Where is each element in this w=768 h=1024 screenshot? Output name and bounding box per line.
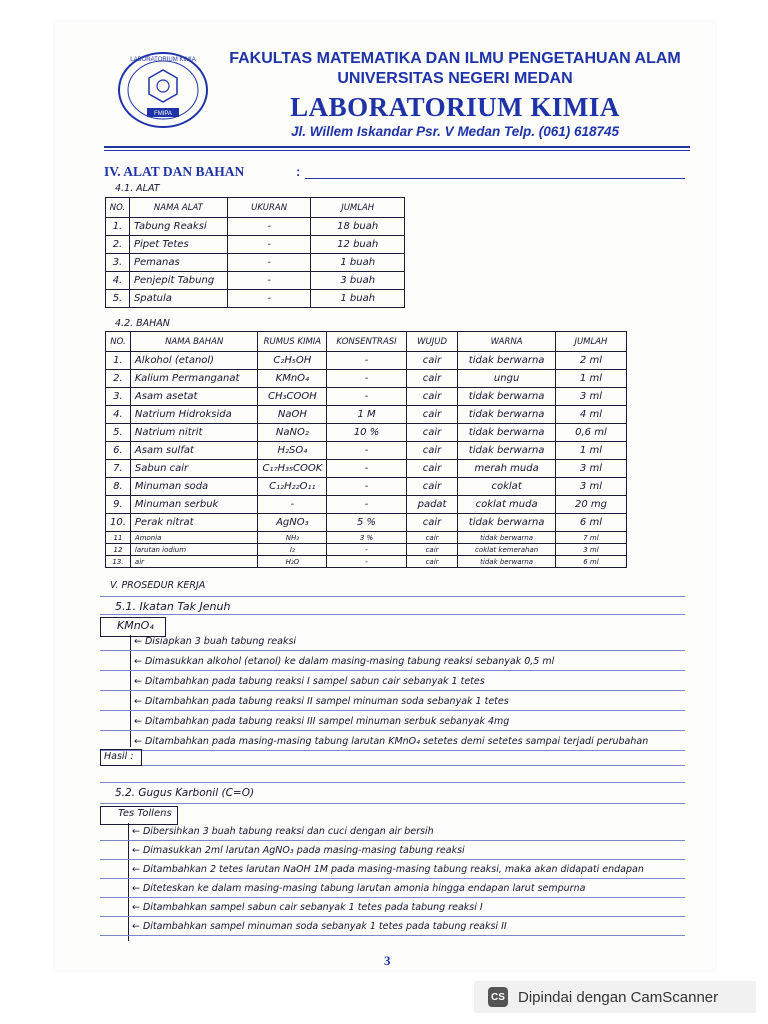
table-row bbox=[106, 544, 627, 556]
ruled-line bbox=[100, 730, 685, 731]
table-cell: - bbox=[227, 254, 311, 272]
table-cell: 5. bbox=[106, 424, 131, 442]
table-cell: 12 bbox=[106, 544, 131, 556]
table-cell: NaNO₂ bbox=[258, 424, 327, 442]
svg-text:LABORATORIUM KIMIA: LABORATORIUM KIMIA bbox=[130, 57, 196, 63]
table-cell: cair bbox=[406, 424, 458, 442]
table-cell: 11 bbox=[106, 532, 131, 544]
table-cell: 1 buah bbox=[311, 290, 405, 308]
table-cell: tidak berwarna bbox=[458, 352, 556, 370]
table-cell: 6. bbox=[106, 442, 131, 460]
table-cell: cair bbox=[406, 406, 458, 424]
table-cell: 3 ml bbox=[555, 544, 626, 556]
table-cell: 20 mg bbox=[555, 496, 626, 514]
table-cell: coklat kemerahan bbox=[458, 544, 556, 556]
table-header-cell: UKURAN bbox=[227, 198, 311, 218]
ruled-line bbox=[100, 859, 685, 860]
table-cell: 4. bbox=[106, 272, 130, 290]
subsection-bahan: 4.2. BAHAN bbox=[115, 318, 170, 329]
table-header-cell: NO. bbox=[106, 332, 131, 352]
procedure-step: ← Ditambahkan 2 tetes larutan NaOH 1M pada masing-masing tabung reaksi, maka akan didapati endapan bbox=[132, 864, 644, 875]
table-cell: cair bbox=[406, 460, 458, 478]
table-cell: 5. bbox=[106, 290, 130, 308]
ruled-line bbox=[100, 840, 685, 841]
table-cell: 1 M bbox=[327, 406, 406, 424]
university-name: UNIVERSITAS NEGERI MEDAN bbox=[337, 70, 573, 87]
table-cell: 10. bbox=[106, 514, 131, 532]
ruled-line bbox=[100, 750, 685, 751]
table-cell: tidak berwarna bbox=[458, 532, 556, 544]
table-cell: 9. bbox=[106, 496, 131, 514]
header-rule bbox=[104, 146, 690, 148]
table-cell: 13. bbox=[106, 556, 131, 568]
table-cell: 3. bbox=[106, 388, 131, 406]
table-cell: - bbox=[327, 496, 406, 514]
table-header-cell: NAMA BAHAN bbox=[130, 332, 258, 352]
table-cell: - bbox=[227, 218, 311, 236]
table-cell: coklat bbox=[458, 478, 556, 496]
table-cell: cair bbox=[406, 442, 458, 460]
table-cell: Pipet Tetes bbox=[129, 236, 227, 254]
table-cell: ungu bbox=[458, 370, 556, 388]
table-cell: 7. bbox=[106, 460, 131, 478]
table-cell: tidak berwarna bbox=[458, 388, 556, 406]
table-cell: 4. bbox=[106, 406, 131, 424]
table-cell: 1 ml bbox=[555, 370, 626, 388]
table-cell: 5 % bbox=[327, 514, 406, 532]
ruled-line bbox=[100, 650, 685, 651]
hasil-label: Hasil : bbox=[104, 751, 134, 762]
svg-text:FMIPA: FMIPA bbox=[154, 111, 172, 117]
table-cell: air bbox=[130, 556, 258, 568]
table-cell: cair bbox=[406, 352, 458, 370]
table-cell: merah muda bbox=[458, 460, 556, 478]
table-cell: NH₃ bbox=[258, 532, 327, 544]
table-row bbox=[106, 406, 627, 424]
table-cell: Minuman serbuk bbox=[130, 496, 258, 514]
ruled-line bbox=[100, 690, 685, 691]
table-cell: tidak berwarna bbox=[458, 556, 556, 568]
table-cell: 4 ml bbox=[555, 406, 626, 424]
table-cell: tidak berwarna bbox=[458, 424, 556, 442]
table-cell: Minuman soda bbox=[130, 478, 258, 496]
table-cell: 3 % bbox=[327, 532, 406, 544]
table-cell: larutan iodium bbox=[130, 544, 258, 556]
procedure-step: ← Ditambahkan sampel minuman soda sebanyak 1 tetes pada tabung reaksi II bbox=[132, 921, 507, 932]
table-cell: 6 ml bbox=[555, 556, 626, 568]
table-row bbox=[106, 352, 627, 370]
lab-name: LABORATORIUM KIMIA bbox=[290, 92, 620, 122]
table-cell: cair bbox=[406, 370, 458, 388]
table-cell: coklat muda bbox=[458, 496, 556, 514]
procedure-step: ← Ditambahkan pada tabung reaksi III sampel minuman serbuk sebanyak 4mg bbox=[134, 716, 510, 727]
table-cell: 2. bbox=[106, 370, 131, 388]
table-header-cell: RUMUS KIMIA bbox=[258, 332, 327, 352]
table-cell: - bbox=[327, 352, 406, 370]
section-iv-title: IV. ALAT DAN BAHAN bbox=[104, 164, 245, 179]
procedure-step: ← Ditambahkan pada tabung reaksi I sampel sabun cair sebanyak 1 tetes bbox=[134, 676, 485, 687]
table-cell: Spatula bbox=[129, 290, 227, 308]
table-header-cell: WARNA bbox=[458, 332, 556, 352]
table-cell: 12 buah bbox=[311, 236, 405, 254]
table-cell: 1. bbox=[106, 352, 131, 370]
table-cell: Perak nitrat bbox=[130, 514, 258, 532]
ruled-line bbox=[100, 878, 685, 879]
table-cell: - bbox=[327, 460, 406, 478]
section-iv-underline bbox=[305, 178, 685, 179]
table-cell: padat bbox=[406, 496, 458, 514]
table-cell: Amonia bbox=[130, 532, 258, 544]
bahan-table bbox=[105, 331, 627, 568]
table-cell: 2. bbox=[106, 236, 130, 254]
table-row bbox=[106, 290, 405, 308]
table-cell: cair bbox=[406, 514, 458, 532]
procedure-step: ← Dibersihkan 3 buah tabung reaksi dan cuci dengan air bersih bbox=[132, 826, 434, 837]
table-cell: Penjepit Tabung bbox=[129, 272, 227, 290]
header-rule-thin bbox=[104, 150, 690, 151]
table-cell: 8. bbox=[106, 478, 131, 496]
table-row bbox=[106, 370, 627, 388]
faculty-name: FAKULTAS MATEMATIKA DAN ILMU PENGETAHUAN ALAM bbox=[229, 50, 681, 67]
procedure-step: ← Disiapkan 3 buah tabung reaksi bbox=[134, 636, 297, 647]
table-cell: - bbox=[258, 496, 327, 514]
laboratory-logo-icon bbox=[117, 50, 209, 130]
table-cell: 3. bbox=[106, 254, 130, 272]
table-cell: - bbox=[227, 290, 311, 308]
table-row bbox=[106, 514, 627, 532]
table-cell: Asam asetat bbox=[130, 388, 258, 406]
table-cell: 3 ml bbox=[555, 478, 626, 496]
table-cell: Tabung Reaksi bbox=[129, 218, 227, 236]
procedure-step: ← Ditambahkan pada masing-masing tabung larutan KMnO₄ setetes demi setetes sampai terjadi perubahan bbox=[134, 736, 649, 747]
alat-table bbox=[105, 197, 405, 308]
table-row bbox=[106, 556, 627, 568]
procedure-step: ← Dimasukkan 2ml larutan AgNO₃ pada masing-masing tabung reaksi bbox=[132, 845, 465, 856]
table-cell: - bbox=[327, 478, 406, 496]
table-cell: C₁₇H₃₅COOK bbox=[258, 460, 327, 478]
table-header-cell: WUJUD bbox=[406, 332, 458, 352]
table-cell: Pemanas bbox=[129, 254, 227, 272]
table-row bbox=[106, 478, 627, 496]
table-cell: - bbox=[327, 544, 406, 556]
ruled-line bbox=[100, 670, 685, 671]
camscanner-watermark bbox=[474, 981, 756, 1013]
table-row bbox=[106, 460, 627, 478]
table-cell: - bbox=[327, 370, 406, 388]
table-row bbox=[106, 388, 627, 406]
table-cell: Alkohol (etanol) bbox=[130, 352, 258, 370]
table-cell: I₂ bbox=[258, 544, 327, 556]
table-header-cell: NO. bbox=[106, 198, 130, 218]
subsection-gugus-karbonil: 5.2. Gugus Karbonil (C=O) bbox=[115, 787, 255, 799]
table-cell: 3 ml bbox=[555, 388, 626, 406]
table-cell: CH₃COOH bbox=[258, 388, 327, 406]
table-cell: cair bbox=[406, 544, 458, 556]
camscanner-icon: CS bbox=[488, 987, 508, 1007]
ruled-line bbox=[100, 897, 685, 898]
table-cell: cair bbox=[406, 556, 458, 568]
procedure-step: ← Ditambahkan sampel sabun cair sebanyak 1 tetes pada tabung reaksi I bbox=[132, 902, 483, 913]
table-row bbox=[106, 272, 405, 290]
section-iv-colon: : bbox=[296, 164, 301, 179]
table-cell: cair bbox=[406, 478, 458, 496]
table-header-cell: JUMLAH bbox=[555, 332, 626, 352]
table-header-cell: KONSENTRASI bbox=[327, 332, 406, 352]
table-cell: - bbox=[327, 442, 406, 460]
kmno4-label: KMnO₄ bbox=[117, 619, 154, 632]
table-row bbox=[106, 424, 627, 442]
table-cell: H₂SO₄ bbox=[258, 442, 327, 460]
table-cell: 3 ml bbox=[555, 460, 626, 478]
table-cell: tidak berwarna bbox=[458, 406, 556, 424]
procedure-step: ← Diteteskan ke dalam masing-masing tabung larutan amonia hingga endapan larut sempurna bbox=[132, 883, 586, 894]
table-cell: cair bbox=[406, 532, 458, 544]
subsection-alat: 4.1. ALAT bbox=[115, 183, 160, 194]
table-cell: - bbox=[327, 556, 406, 568]
table-cell: - bbox=[227, 272, 311, 290]
table-row bbox=[106, 254, 405, 272]
table-cell: Kalium Permanganat bbox=[130, 370, 258, 388]
table-cell: 18 buah bbox=[311, 218, 405, 236]
table-cell: 7 ml bbox=[555, 532, 626, 544]
table-cell: tidak berwarna bbox=[458, 442, 556, 460]
page-number: 3 bbox=[384, 953, 391, 968]
camscanner-text: Dipindai dengan CamScanner bbox=[518, 988, 719, 1006]
table-header-cell: JUMLAH bbox=[311, 198, 405, 218]
procedure-step: ← Ditambahkan pada tabung reaksi II sampel minuman soda sebanyak 1 tetes bbox=[134, 696, 509, 707]
table-cell: 1 ml bbox=[555, 442, 626, 460]
tollens-label: Tes Tollens bbox=[118, 808, 172, 819]
table-cell: cair bbox=[406, 388, 458, 406]
table-cell: tidak berwarna bbox=[458, 514, 556, 532]
ruled-line bbox=[100, 916, 685, 917]
table-cell: - bbox=[227, 236, 311, 254]
table-cell: 10 % bbox=[327, 424, 406, 442]
ruled-line bbox=[100, 710, 685, 711]
table-row bbox=[106, 532, 627, 544]
subsection-ikatan-tak-jenuh: 5.1. Ikatan Tak Jenuh bbox=[115, 600, 231, 613]
section-v-title: V. PROSEDUR KERJA bbox=[110, 580, 206, 591]
table-cell: 0,6 ml bbox=[555, 424, 626, 442]
table-cell: KMnO₄ bbox=[258, 370, 327, 388]
table-cell: C₂H₅OH bbox=[258, 352, 327, 370]
table-cell: Asam sulfat bbox=[130, 442, 258, 460]
table-cell: 1 buah bbox=[311, 254, 405, 272]
table-cell: Natrium nitrit bbox=[130, 424, 258, 442]
table-row bbox=[106, 442, 627, 460]
table-cell: 6 ml bbox=[555, 514, 626, 532]
lab-address: Jl. Willem Iskandar Psr. V Medan Telp. (061) 618745 bbox=[290, 124, 620, 139]
table-cell: Sabun cair bbox=[130, 460, 258, 478]
ruled-line bbox=[100, 935, 685, 936]
table-row bbox=[106, 496, 627, 514]
table-header-cell: NAMA ALAT bbox=[129, 198, 227, 218]
table-cell: C₁₂H₂₂O₁₁ bbox=[258, 478, 327, 496]
table-cell: - bbox=[327, 388, 406, 406]
procedure-step: ← Dimasukkan alkohol (etanol) ke dalam masing-masing tabung reaksi sebanyak 0,5 ml bbox=[134, 656, 555, 667]
table-cell: 2 ml bbox=[555, 352, 626, 370]
table-row bbox=[106, 218, 405, 236]
table-cell: H₂O bbox=[258, 556, 327, 568]
table-cell: 3 buah bbox=[311, 272, 405, 290]
table-cell: Natrium Hidroksida bbox=[130, 406, 258, 424]
table-cell: 1. bbox=[106, 218, 130, 236]
table-row bbox=[106, 236, 405, 254]
table-cell: NaOH bbox=[258, 406, 327, 424]
table-cell: AgNO₃ bbox=[258, 514, 327, 532]
